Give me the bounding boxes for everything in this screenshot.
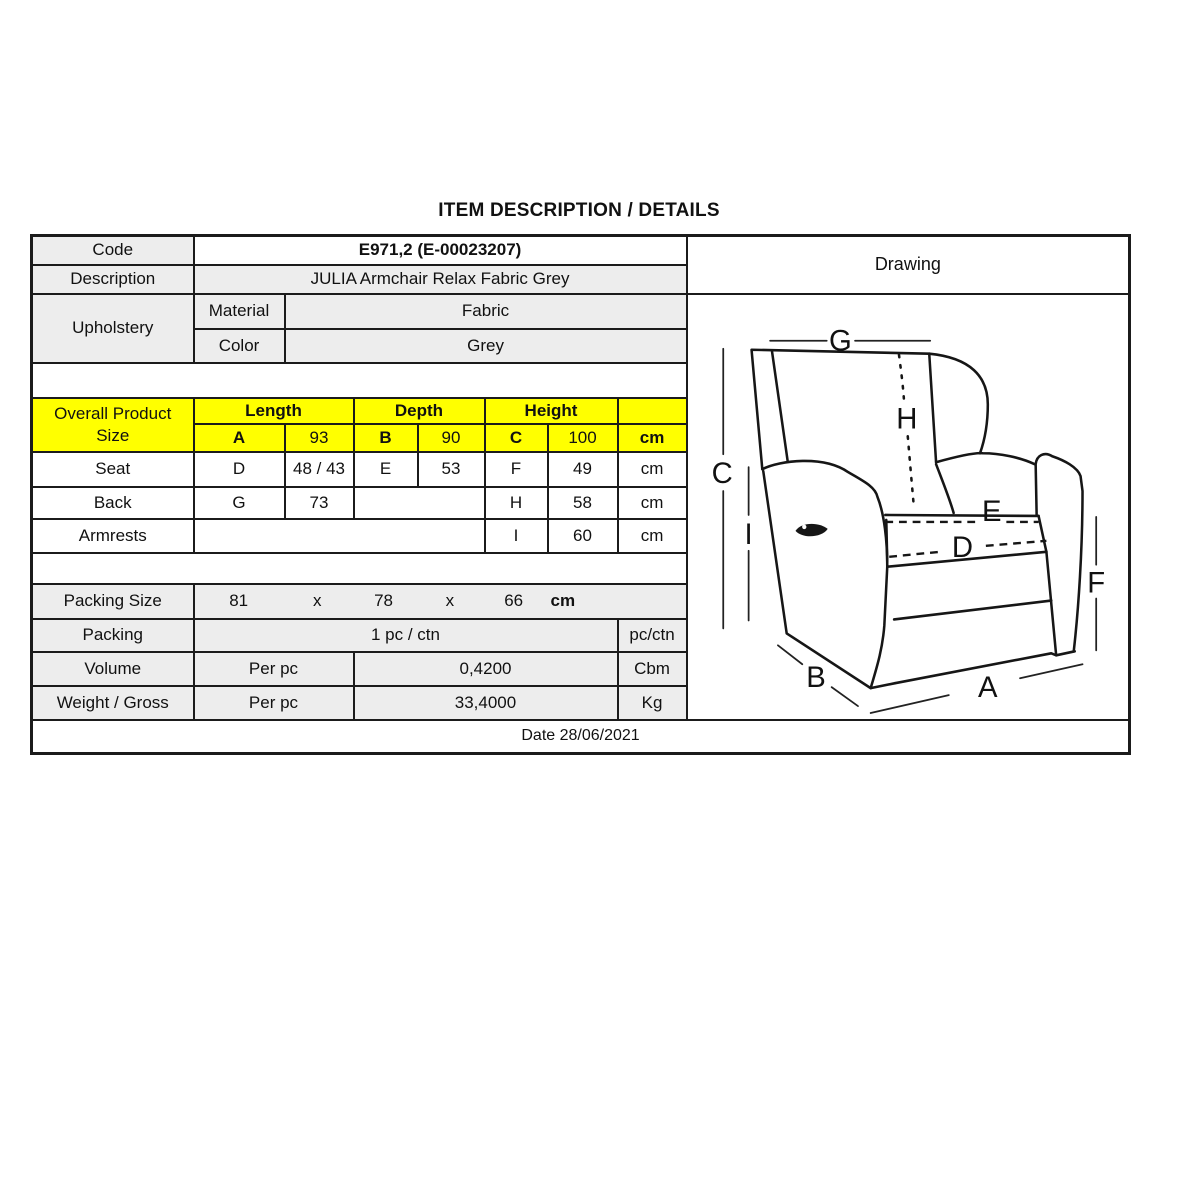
seat-unit: cm: [618, 452, 687, 487]
value-c: 100: [548, 424, 618, 452]
description-label: Description: [32, 265, 194, 294]
empty-cell: [194, 519, 485, 553]
packing-size-values: [194, 584, 687, 619]
packing-size-depth: 78: [374, 591, 394, 610]
value-g: 73: [285, 487, 354, 519]
key-h: H: [485, 487, 548, 519]
item-details-table: [30, 234, 1131, 755]
empty-cell: [32, 553, 687, 584]
key-f: F: [485, 452, 548, 487]
weight-basis: Per pc: [194, 686, 354, 720]
empty-cell: [354, 487, 485, 519]
left-side-base-edge: [763, 471, 895, 688]
page-title: ITEM DESCRIPTION / DETAILS: [438, 200, 720, 221]
drawing-header: Drawing: [687, 236, 1130, 294]
key-g: G: [194, 487, 285, 519]
value-d: 48 / 43: [285, 452, 354, 487]
back-label: Back: [32, 487, 194, 519]
base-band-line: [894, 600, 1051, 619]
left-arm-outline: [762, 460, 887, 687]
dim-line-a: [870, 664, 1082, 713]
volume-unit: Cbm: [618, 652, 687, 686]
overall-label-line2: Size: [96, 425, 130, 445]
drawing-panel: [687, 294, 1130, 720]
value-b: 90: [418, 424, 485, 452]
height-header: Height: [485, 398, 618, 424]
volume-basis: Per pc: [194, 652, 354, 686]
description-value: JULIA Armchair Relax Fabric Grey: [194, 265, 687, 294]
armchair-drawing: [692, 295, 1125, 719]
material-row: [32, 294, 1130, 329]
key-e: E: [354, 452, 418, 487]
volume-label: Volume: [32, 652, 194, 686]
weight-unit: Kg: [618, 686, 687, 720]
key-c: C: [485, 424, 548, 452]
empty-yellow-cell: [618, 398, 687, 424]
empty-cell: [32, 363, 687, 398]
label-e: E: [981, 494, 1002, 528]
value-f: 49: [548, 452, 618, 487]
code-row: [32, 236, 1130, 265]
value-h: 58: [548, 487, 618, 519]
key-a: A: [194, 424, 285, 452]
packing-size-sep: x: [445, 591, 455, 610]
armrests-unit: cm: [618, 519, 687, 553]
code-value: E971,2 (E-00023207): [194, 236, 687, 265]
upholstery-label: Upholstery: [32, 294, 194, 363]
packing-size-length: 81: [229, 591, 249, 610]
weight-label: Weight / Gross: [32, 686, 194, 720]
seat-label: Seat: [32, 452, 194, 487]
key-d: D: [194, 452, 285, 487]
label-d: D: [951, 530, 973, 564]
wing-to-arm-edge: [936, 453, 1035, 464]
packing-size-unit: cm: [550, 591, 576, 610]
label-c: C: [711, 456, 733, 490]
label-a: A: [977, 670, 998, 704]
power-button-highlight: [802, 524, 806, 528]
packing-size-sep: x: [313, 591, 322, 610]
label-h: H: [895, 401, 917, 435]
packing-unit: pc/ctn: [618, 619, 687, 652]
color-value: Grey: [285, 329, 687, 363]
packing-size-label: Packing Size: [32, 584, 194, 619]
seat-left-edge: [886, 519, 887, 561]
label-g: G: [828, 323, 852, 358]
depth-header: Depth: [354, 398, 485, 424]
value-i: 60: [548, 519, 618, 553]
label-b: B: [805, 660, 826, 694]
label-f: F: [1086, 565, 1105, 600]
right-wing-inner-edge: [929, 353, 936, 461]
overall-label-line1: Overall Product: [54, 404, 172, 424]
packing-value: 1 pc / ctn: [194, 619, 618, 652]
code-label: Code: [32, 236, 194, 265]
color-label: Color: [194, 329, 285, 363]
overall-product-size-label: [32, 398, 194, 452]
overall-unit: cm: [618, 424, 687, 452]
material-label: Material: [194, 294, 285, 329]
key-i: I: [485, 519, 548, 553]
volume-value: 0,4200: [354, 652, 618, 686]
back-unit: cm: [618, 487, 687, 519]
length-header: Length: [194, 398, 354, 424]
date-value: Date 28/06/2021: [32, 720, 1130, 754]
weight-value: 33,4000: [354, 686, 618, 720]
packing-label: Packing: [32, 619, 194, 652]
value-e: 53: [418, 452, 485, 487]
armchair-outline: [751, 349, 1082, 687]
label-i: I: [744, 517, 753, 551]
power-button-icon: [795, 523, 827, 535]
value-a: 93: [285, 424, 354, 452]
seatback-top-edge: [885, 514, 1038, 515]
base-right-edge: [1046, 551, 1056, 655]
left-wing-inner-edge: [772, 351, 788, 460]
date-row: [32, 720, 1130, 754]
armrests-label: Armrests: [32, 519, 194, 553]
back-right-edge: [936, 464, 954, 513]
material-value: Fabric: [285, 294, 687, 329]
key-b: B: [354, 424, 418, 452]
right-wing-outer-edge: [929, 353, 988, 453]
seat-right-edge: [1038, 515, 1046, 551]
packing-size-height: 66: [504, 591, 524, 610]
